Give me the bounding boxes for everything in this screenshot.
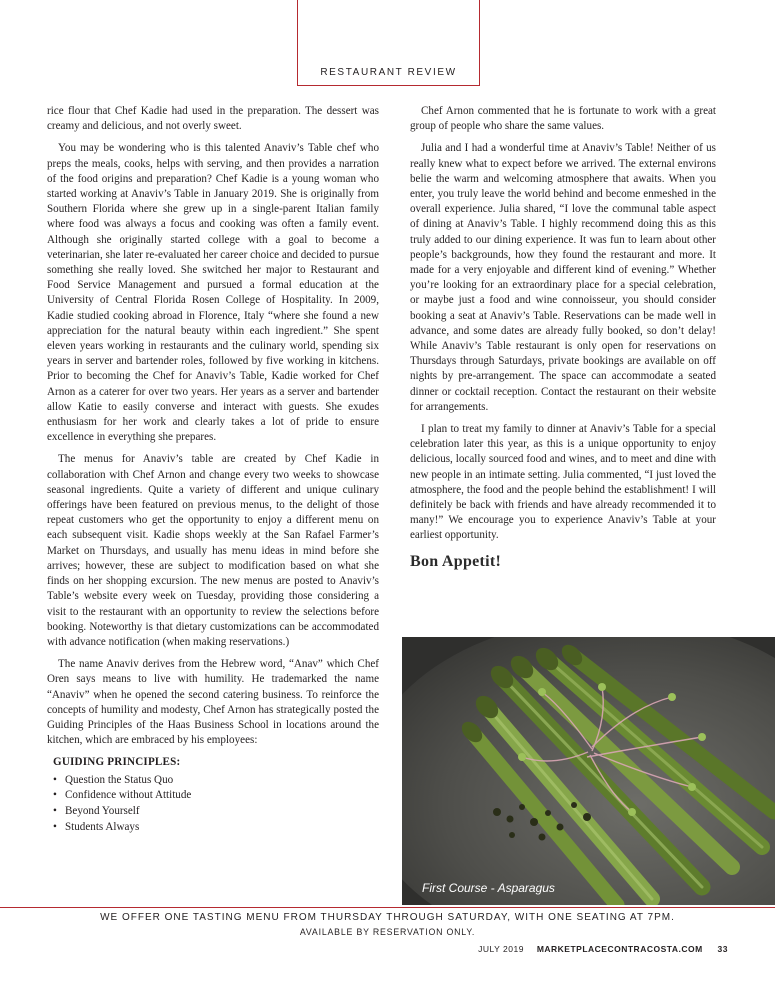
principle-item: • Confidence without Attitude	[53, 788, 379, 804]
article-left-column	[47, 104, 379, 836]
article-paragraph: The menus for Anaviv’s table are created by Chef Kadie in collaboration with Chef Arnon and change every two weeks to showcase seasonal ingredients. Quite a variety of different and unique culinary offerings have been featured on previous menus, to the delight of those repeat customers who get the opportunity to enjoy a different menu on each subsequent visit. Kadie shops weekly at the San Rafael Farmer’s Market on Thursdays, and usually has menu ideas in mind before she arrives; however, these are subject to modification based on what she finds on her shopping excursion. The new menus are posted to Anaviv’s Table’s website every week on Tuesday, providing those considering a visit to the restaurant with an opportunity to review the selections before booking. Noteworthy is that dietary customizations can be accommodated with advance notification (when making reservations.)	[47, 453, 379, 648]
page-number: 33	[717, 944, 728, 954]
principle-item: • Students Always	[53, 820, 379, 836]
footer-note-line2: AVAILABLE BY RESERVATION ONLY.	[299, 927, 476, 937]
footer-note-line1: WE OFFER ONE TASTING MENU FROM THURSDAY THROUGH SATURDAY, WITH ONE SEATING AT 7PM.	[100, 912, 675, 923]
article-paragraph: The name Anaviv derives from the Hebrew word, “Anav” which Chef Oren says means to live with humility. He trademarked the name “Anaviv” when he opened the second catering business. To reinforce the concepts of humility and modesty, Chef Arnon has strategically posted the Guiding Principles of the Haas Business School in locations around the kitchen, which are embraced by his employees:	[47, 658, 379, 747]
article-right-column	[410, 104, 716, 569]
asparagus-photo	[402, 637, 775, 905]
page-folio	[478, 944, 728, 954]
article-paragraph: Julia and I had a wonderful time at Anaviv’s Table! Neither of us really knew what to expect before we arrived. The external environs belie the warm and welcoming atmosphere that awaits. When you enter, you truly leave the world behind and become enmeshed in the overall experience. Julia shared, “I love the communal table aspect of dining at Anaviv’s Table. I highly recommend doing this as this truly added to our dining experience. It was fun to learn about other people’s backgrounds, how they found the restaurant and more. It made for a very enjoyable and different kind of evening.” Whether you’re looking for an extraordinary place for a special celebration, or maybe just a food and wine connoisseur, you should consider booking a seat at Anaviv’s Table. Reservations can be made well in advance, and some dates are already fully booked, so don’t delay! While Anaviv’s Table restaurant is only open for reservations on Thursdays through Saturdays, private bookings are available on off nights by pre-arrangement. The space can accommodate a seated dinner or cocktail reception. Contact the restaurant on their website for arrangements.	[410, 142, 716, 413]
website-url: MARKETPLACECONTRACOSTA.COM	[536, 944, 703, 954]
asparagus-illustration	[402, 637, 775, 905]
signoff-heading: Bon Appetit!	[410, 552, 502, 570]
section-tag-box	[297, 0, 480, 86]
principles-list	[47, 773, 379, 836]
section-label: RESTAURANT REVIEW	[320, 67, 457, 78]
article-paragraph: You may be wondering who is this talented Anaviv’s Table chef who preps the meals, cooks, helps with serving, and then provides a narration of the food origins and preparation? Chef Kadie is a young woman who started working at Anaviv’s Table in January 2019. She is originally from Southern Florida where she grew up in a single-parent Italian family where food was always a focus and cooking was often a family event. Although she originally started college with a goal to become a veterinarian, she later re-evaluated her career choice and decided to pursue something she really loved. She switched her major to Restaurant and Food Service Management and pursued a formal education at the University of Central Florida Rosen College of Hospitality. In 2009, Kadie studied cooking abroad in Florence, Italy “where she found a new appreciation for the natural beauty within each ingredient.” She spent eleven years working in restaurants and the culinary world, spending six years in server and bartender roles, followed by five working in kitchens. Prior to becoming the Chef for Anaviv’s Table, Kadie worked for Chef Arnon as a caterer for over two years. Her years as a server and bartender allow Katie to easily converse and interact with guests. She exudes enthusiasm for her work and clearly takes a lot of pride to ensure excellence in everything she prepares.	[47, 142, 379, 444]
article-paragraph: rice flour that Chef Kadie had used in the preparation. The dessert was creamy and delicious, and not overly sweet.	[47, 105, 379, 133]
article-paragraph: Chef Arnon commented that he is fortunate to work with a great group of people who share the same values.	[410, 105, 716, 133]
issue-date: JULY 2019	[478, 944, 524, 954]
principle-item: • Question the Status Quo	[53, 773, 379, 789]
principle-item: • Beyond Yourself	[53, 804, 379, 820]
article-paragraph: I plan to treat my family to dinner at Anaviv’s Table for a special celebration later this year, as this is a unique opportunity to enjoy delicious, locally sourced food and wines, and to meet and dine with new people in an intimate setting. Julia commented, “I just loved the atmosphere, the food and the people behind the establishment! I will definitely be back with friends and have already recommended it to many!” We encourage you to experience Anaviv’s Table at your earliest opportunity.	[410, 423, 716, 542]
footer-divider	[0, 907, 775, 908]
photo-caption: First Course - Asparagus	[422, 881, 555, 895]
principles-heading: GUIDING PRINCIPLES:	[53, 756, 181, 769]
